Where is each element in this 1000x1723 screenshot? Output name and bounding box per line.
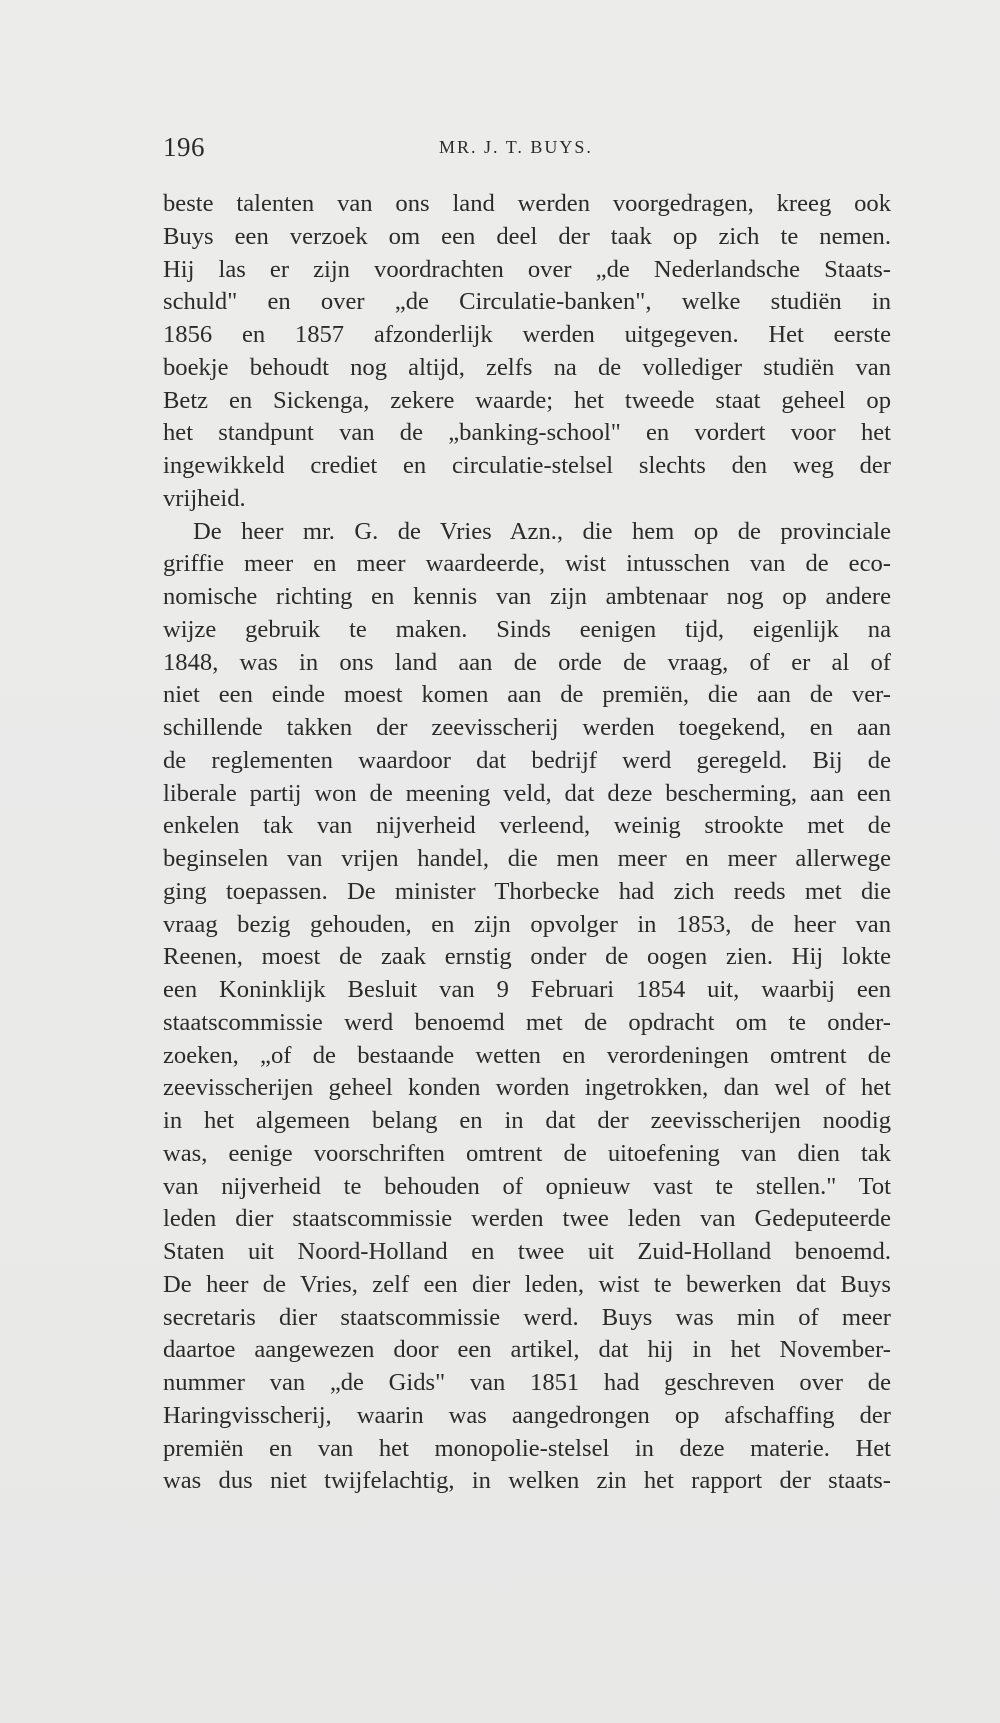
text-line: griffie meer en meer waardeerde, wist intusschen van de eco- — [163, 550, 891, 578]
text-line: enkelen tak van nijverheid verleend, weinig strookte met de — [163, 812, 891, 840]
text-line: liberale partij won de meening veld, dat deze bescherming, aan een — [163, 779, 891, 807]
text-line: Haringvisscherij, waarin was aangedrongen op afschaffing der — [163, 1401, 891, 1429]
text-line: beste talenten van ons land werden voorgedragen, kreeg ook — [163, 190, 891, 217]
text-line: een Koninklijk Besluit van 9 Februari 1854 uit, waarbij een — [163, 976, 891, 1003]
running-head: MR. J. T. BUYS. — [439, 137, 593, 157]
text-line: De heer de Vries, zelf een dier leden, wist te bewerken dat Buys — [163, 1270, 891, 1298]
text-line: Staten uit Noord-Holland en twee uit Zuid-Holland benoemd. — [163, 1238, 891, 1265]
text-line: nomische richting en kennis van zijn ambtenaar nog op andere — [163, 583, 891, 610]
text-line: Hij las er zijn voordrachten over „de Nederlandsche Staats- — [163, 255, 891, 283]
text-line: nummer van „de Gids" van 1851 had geschreven over de — [163, 1369, 891, 1396]
text-line: secretaris dier staatscommissie werd. Buys was min of meer — [163, 1303, 891, 1331]
text-line: daartoe aangewezen door een artikel, dat hij in het November- — [163, 1336, 891, 1364]
text-line: de reglementen waardoor dat bedrijf werd geregeld. Bij de — [163, 746, 891, 774]
text-line: ingewikkeld crediet en circulatie-stelsel slechts den weg der — [163, 452, 891, 479]
page-number: 196 — [163, 132, 205, 162]
text-line: zeevisscherijen geheel konden worden ingetrokken, dan wel of het — [163, 1074, 891, 1102]
text-line: in het algemeen belang en in dat der zeevisscherijen noodig — [163, 1107, 891, 1134]
text-line: het standpunt van de „banking-school" en vordert voor het — [163, 419, 891, 447]
body-text — [163, 188, 891, 1498]
text-line: Reenen, moest de zaak ernstig onder de oogen zien. Hij lokte — [163, 943, 891, 971]
text-line: Betz en Sickenga, zekere waarde; het tweede staat geheel op — [163, 386, 891, 414]
text-line: staatscommissie werd benoemd met de opdracht om te onder- — [163, 1008, 891, 1036]
text-line: 1856 en 1857 afzonderlijk werden uitgegeven. Het eerste — [163, 321, 891, 348]
text-line: vrijheid. — [163, 484, 246, 512]
text-line: wijze gebruik te maken. Sinds eenigen tijd, eigenlijk na — [163, 615, 891, 643]
text-line: niet een einde moest komen aan de premiën, die aan de ver- — [163, 681, 891, 709]
page-header — [163, 132, 891, 168]
text-line: premiën en van het monopolie-stelsel in deze materie. Het — [163, 1434, 891, 1462]
text-line: vraag bezig gehouden, en zijn opvolger in 1853, de heer van — [163, 910, 891, 938]
paragraph-start-line: De heer mr. G. de Vries Azn., die hem op de provinciale — [193, 517, 891, 545]
text-line: leden dier staatscommissie werden twee leden van Gedeputeerde — [163, 1205, 891, 1233]
text-line: schuld" en over „de Circulatie-banken", welke studiën in — [163, 288, 891, 316]
text-line: 1848, was in ons land aan de orde de vraag, of er al of — [163, 648, 891, 676]
text-line: was, eenige voorschriften omtrent de uitoefening van dien tak — [163, 1139, 891, 1167]
text-line: schillende takken der zeevisscherij werden toegekend, en aan — [163, 714, 891, 741]
text-line: zoeken, „of de bestaande wetten en verordeningen omtrent de — [163, 1041, 891, 1069]
text-line: boekje behoudt nog altijd, zelfs na de vollediger studiën van — [163, 353, 891, 381]
text-line: was dus niet twijfelachtig, in welken zin het rapport der staats- — [163, 1467, 891, 1495]
text-line: Buys een verzoek om een deel der taak op zich te nemen. — [163, 222, 891, 250]
text-line: beginselen van vrijen handel, die men meer en meer allerwege — [163, 845, 891, 872]
text-line: ging toepassen. De minister Thorbecke had zich reeds met die — [163, 877, 891, 905]
text-line: van nijverheid te behouden of opnieuw vast te stellen." Tot — [163, 1172, 891, 1200]
